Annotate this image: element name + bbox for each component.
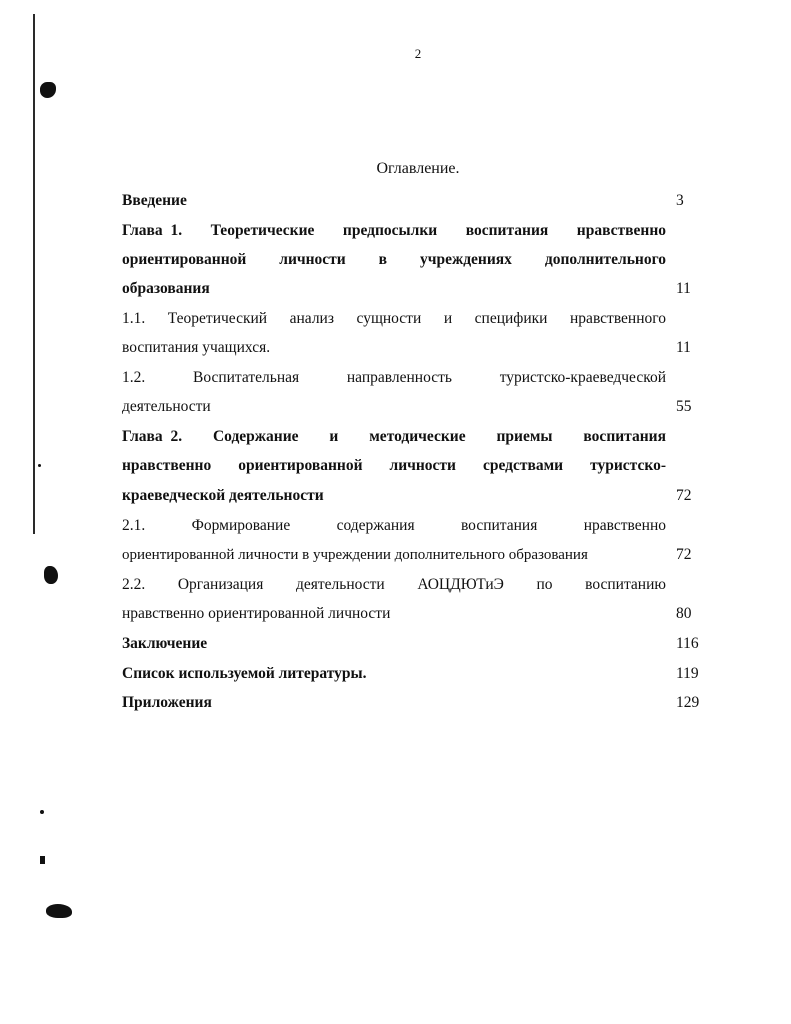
toc-entry-chapter2-line1[interactable] (122, 427, 666, 447)
toc-entry-s22-line2[interactable]: нравственно ориентированной личности (122, 605, 391, 622)
page-number: 2 (414, 46, 422, 61)
toc-page-s22: 80 (676, 605, 692, 622)
word: Формирование (191, 517, 291, 534)
toc-entry-references[interactable]: Список используемой литературы. (122, 665, 367, 682)
word: нравственно (576, 222, 666, 239)
word: Теоретические (210, 222, 315, 239)
word: 1. (170, 222, 183, 239)
word: 1.2. (122, 369, 146, 386)
word: Теоретический (167, 310, 268, 327)
toc-page-references: 119 (676, 665, 699, 682)
word: нравственно (583, 517, 666, 534)
toc-entry-s22-line1[interactable] (122, 575, 666, 595)
toc-page-s11: 11 (676, 339, 691, 356)
word: 2. (170, 428, 183, 445)
word: воспитанию (585, 576, 666, 593)
word: Организация (177, 576, 264, 593)
word: средствами (482, 457, 564, 474)
word: воспитания (460, 517, 538, 534)
word: туристско-краеведческой (499, 369, 666, 386)
toc-title: Оглавление. (376, 160, 460, 177)
word: деятельности (295, 576, 385, 593)
word: специфики (474, 310, 548, 327)
word: и (443, 310, 453, 327)
word: нравственно (122, 457, 212, 474)
word: туристско- (590, 457, 666, 474)
toc-page-s12: 55 (676, 398, 692, 415)
toc-page-conclusion: 116 (676, 635, 699, 652)
word: воспитания (465, 222, 549, 239)
word: приемы (496, 428, 553, 445)
word: 2.1. (122, 517, 146, 534)
toc-entry-appendix[interactable]: Приложения (122, 694, 212, 711)
word: содержания (336, 517, 415, 534)
word: ориентированной (238, 457, 363, 474)
word: Глава (122, 222, 163, 239)
word: по (536, 576, 553, 593)
word: воспитания (583, 428, 666, 445)
word: АОЦДЮТиЭ (417, 576, 504, 593)
word: и (329, 428, 339, 445)
word: дополнительного (544, 251, 666, 268)
word: в (378, 251, 388, 268)
toc-entry-chapter2-line3[interactable]: краеведческой деятельности (122, 487, 324, 504)
toc-entry-intro[interactable]: Введение (122, 192, 187, 209)
word: нравственного (570, 310, 666, 327)
word: учреждениях (419, 251, 512, 268)
toc-entry-s12-line2[interactable]: деятельности (122, 398, 211, 415)
word: Содержание (212, 428, 299, 445)
toc-entry-s21-line1[interactable] (122, 516, 666, 536)
toc-page-chapter1: 11 (676, 280, 691, 297)
word: анализ (289, 310, 334, 327)
word: 1.1. (122, 310, 146, 327)
toc-page-chapter2: 72 (676, 487, 692, 504)
toc-entry-s21-line2[interactable]: ориентированной личности в учреждении дополнительного образования (122, 547, 588, 563)
toc-entry-s11-line2[interactable]: воспитания учащихся. (122, 339, 271, 356)
toc-entry-s11-line1[interactable] (122, 309, 666, 329)
word: личности (279, 251, 346, 268)
word: методические (369, 428, 466, 445)
toc-entry-chapter1-line2[interactable] (122, 250, 666, 270)
toc-page-intro: 3 (676, 192, 684, 209)
toc-page-appendix: 129 (676, 694, 700, 711)
word: сущности (356, 310, 422, 327)
word: Воспитательная (192, 369, 300, 386)
toc-entry-chapter1-line1[interactable] (122, 221, 666, 241)
word: предпосылки (342, 222, 438, 239)
toc-entry-conclusion[interactable]: Заключение (122, 635, 208, 652)
toc-entry-s12-line1[interactable] (122, 368, 666, 388)
toc-entry-chapter1-line3[interactable]: образования (122, 280, 210, 297)
word: личности (389, 457, 456, 474)
word: ориентированной (122, 251, 247, 268)
word: направленность (346, 369, 452, 386)
toc-entry-chapter2-line2[interactable] (122, 456, 666, 476)
word: 2.2. (122, 576, 146, 593)
toc-page-s21: 72 (676, 546, 692, 563)
word: Глава (122, 428, 163, 445)
